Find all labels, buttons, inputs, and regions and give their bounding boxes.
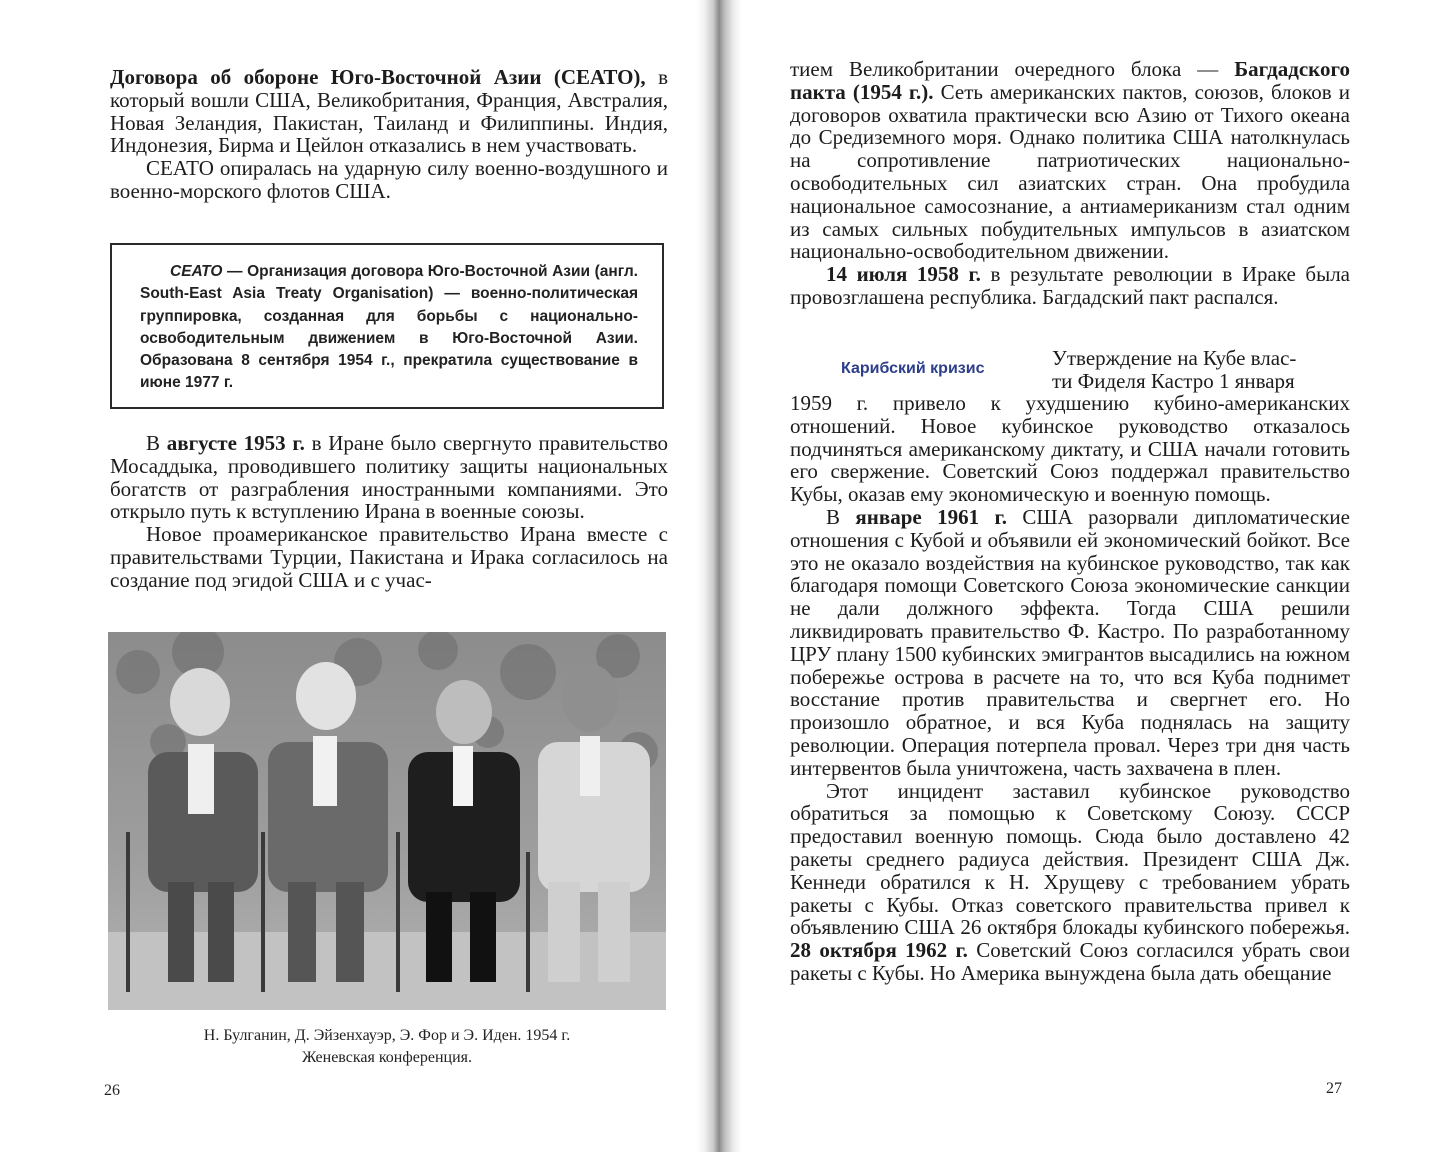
paragraph-text: тием Великобритании очередного блока —: [790, 57, 1235, 81]
paragraph-text: Советский Союз согласился убрать свои ракеты с Кубы. Но Америка вынуждена была дать обещание: [790, 938, 1350, 985]
caption-line: Женевская конференция.: [302, 1049, 472, 1066]
paragraph-text: Сеть американских пактов, союзов, блоков и договоров охватила практически всю Азию от Тихого океана до Средиземного моря. Однако политика США натолкнулась на сопротивление патриотических национально-освободительных сил азиатских стран. Она пробудила национальное самосознание, а антиамериканизм стал одним из самых сильных побудительных импульсов в азиатском национально-освободительном движении.: [790, 79, 1350, 264]
definition-box-seato: [110, 243, 664, 409]
left-page: [0, 0, 704, 1152]
definition-body: — Организация договора Юго-Восточной Азии (англ. South-East Asia Treaty Organisation) — военно-политическая группировка, созданная для борьбы с национально-освободительным движением в Юго-Восточной Азии. Образована 8 сентября 1954 г., прекратила существование в июне 1977 г.: [140, 263, 638, 392]
bold-date: 28 октября 1962 г.: [790, 938, 968, 963]
paragraph-iraq-revolution: [790, 263, 1350, 309]
paragraph-text: В: [146, 431, 167, 455]
float-line: ти Фиделя Кастро 1 января: [1052, 369, 1295, 393]
paragraph-castro: 1959 г. привело к ухудшению кубино-американских отношений. Новое кубинское руководство отказалось подчиняться американскому диктату, и США начали готовить его свержение. Советский Союз поддержал правительство Кубы, оказав ему экономическую и военную помощь.: [790, 391, 1350, 507]
caption-line: Н. Булганин, Д. Эйзенхауэр, Э. Фор и Э. Иден. 1954 г.: [203, 1027, 571, 1044]
page-number-right: 27: [1326, 1080, 1342, 1097]
bold-date: августе 1953 г.: [166, 431, 305, 455]
paragraph-text: США разорвали дипломатические отношения с Кубой и объявили ей экономический бойкот. Все это не оказало воздействия на кубинское руководство, так как благодаря помощи Советского Союза экономические санкции не дали должного эффекта. Тогда США решили ликвидировать правительство Ф. Кастро. По разработанному ЦРУ плану 1500 кубинских эмигрантов высадились на южном побережье острова в расчете на то, что вся Куба поднимет восстание против правительства и свергнет его. Но произошло обратное, и вся Куба поднялась на защиту революции. Операция потерпела провал. Через три дня часть интервентов была уничтожена, часть захвачена в плен.: [790, 504, 1350, 780]
paragraph-seato-members: [110, 66, 668, 157]
bold-phrase: Договора об обороне Юго-Восточной Азии (СЕАТО),: [110, 65, 646, 89]
bold-phrase: Багдадского пакта (1954 г.).: [790, 57, 1350, 104]
bold-date: январе 1961 г.: [855, 504, 1007, 529]
right-text-top: [790, 58, 1350, 309]
paragraph-text: Этот инцидент заставил кубинское руководство обратиться за помощью к Советскому Союзу. СССР предоставил военную помощь. Сюда было доставлено 42 ракеты среднего радиуса действия. Президент США Дж. Кеннеди обратился к Н. Хрущеву с требованием убрать ракеты с Кубы. Отказ советского правительства привел к объявлению США 26 октября блокады кубинского побережья.: [790, 778, 1350, 940]
photo-geneva-conference: [108, 632, 666, 1010]
definition-term: СЕАТО: [170, 263, 223, 280]
paragraph-missile-crisis: [790, 780, 1350, 985]
paragraph-text: в Иране было свергнуто правительство Мосаддыка, проводившего политику защиты национальных богатств от разграбления иностранными компаниями. Это открыло путь к вступлению Ирана в военные союзы.: [110, 431, 668, 524]
side-label-caribbean-crisis: Карибский кризис: [841, 360, 985, 377]
paragraph-iran-government: Новое проамериканское правительство Ирана вместе с правительствами Турции, Пакистана и Ирака согласилось на создание под эгидой США и с учас-: [110, 522, 668, 592]
left-text-bottom: [110, 432, 668, 592]
paragraph-iran-coup: [110, 432, 668, 523]
paragraph-text: В: [826, 504, 856, 529]
paragraph-text: в который вошли США, Великобритания, Франция, Австралия, Новая Зеландия, Пакистан, Таиланд и Филиппины. Индия, Индонезия, Бирма и Цейлон отказались в нем участвовать.: [110, 65, 668, 158]
right-text-bottom: [790, 392, 1350, 985]
float-text-castro: [1052, 347, 1352, 393]
photo-image: [108, 632, 666, 1010]
bold-date: 14 июля 1958 г.: [826, 262, 981, 287]
paragraph-cuba-boycott: [790, 506, 1350, 780]
definition-text: [140, 261, 638, 395]
page-number-left: 26: [104, 1082, 120, 1099]
photo-caption: [108, 1025, 666, 1069]
paragraph-seato-forces: СЕАТО опиралась на ударную силу военно-воздушного и военно-морского флотов США.: [110, 156, 668, 203]
paragraph-baghdad-pact: [790, 58, 1350, 263]
paragraph-text: в результате революции в Ираке была провозглашена республика. Багдадский пакт распался.: [790, 262, 1351, 309]
left-text-top: [110, 66, 668, 203]
float-line: Утверждение на Кубе влас-: [1052, 346, 1297, 370]
